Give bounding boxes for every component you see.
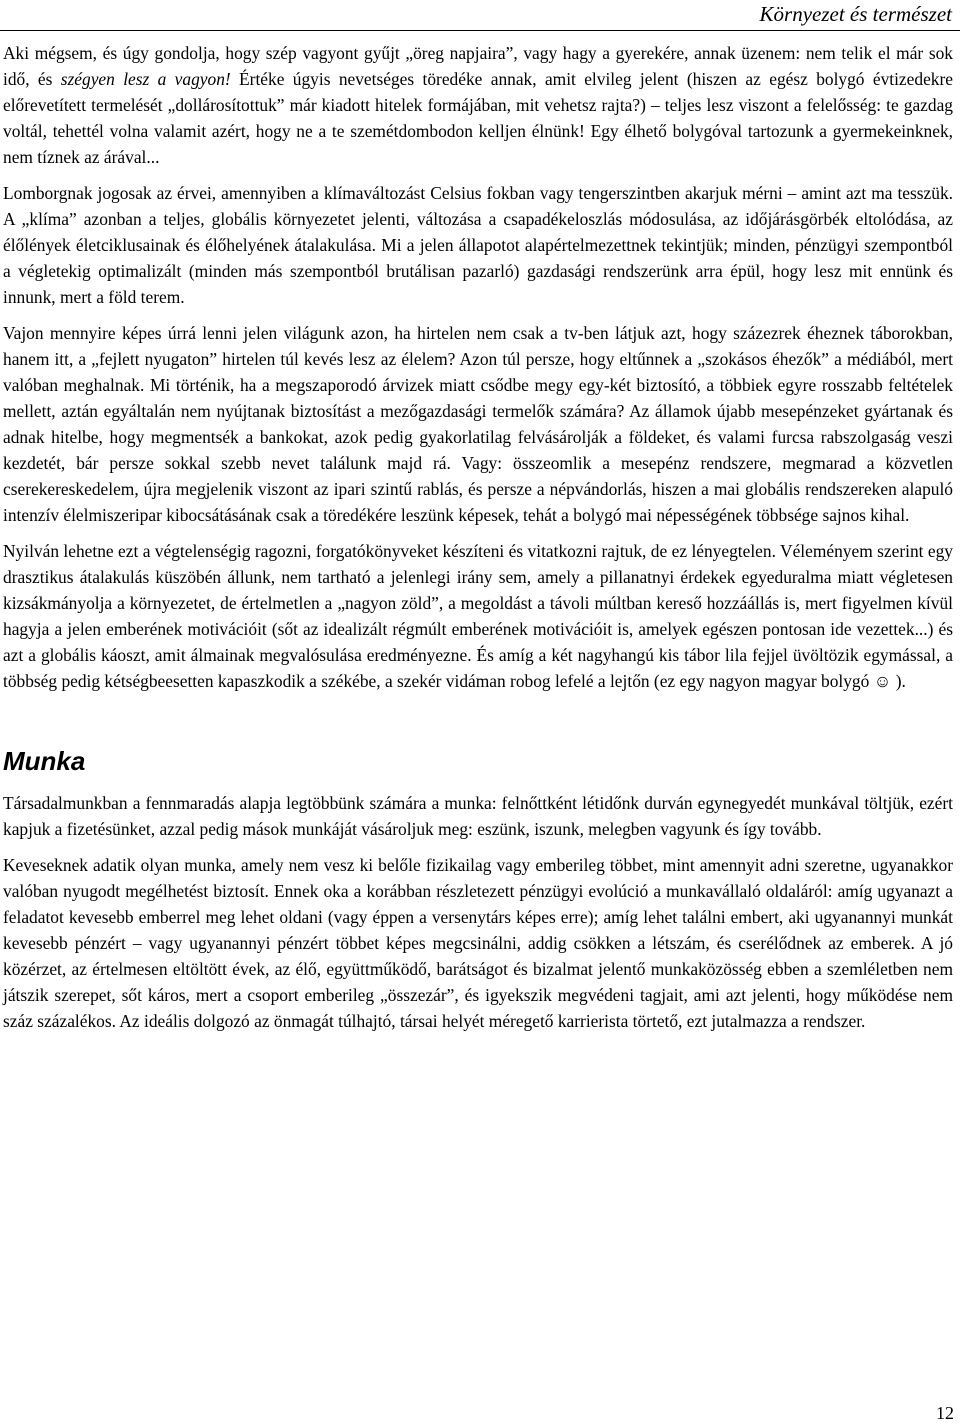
paragraph-1-text-start: Aki mégsem, és úgy gondolja, hogy szép vagyont gyűjt „öreg napjaira”, vagy hagy a gyerekére, annak üzenem: nem telik el már sok idő, és (3, 43, 953, 89)
page-number: 12 (936, 1403, 954, 1423)
document-body (3, 40, 953, 1044)
paragraph-1-emphasis: szégyen lesz a vagyon! (60, 69, 231, 89)
paragraph-4: Nyilván lehetne ezt a végtelenségig ragozni, forgatókönyveket készíteni és vitatkozni rajtuk, de ez lényegtelen. Véleményem szerint egy drasztikus átalakulás küszöbén állunk, nem tartható a jelenlegi irány sem, amely a pillanatnyi érdekek egyeduralma miatt végletesen kizsákmányolja a környezetet, de értelmetlen a „nagyon zöld”, a megoldást a távoli múltban kereső hozzáállás is, mert figyelmen kívül hagyja a jelen emberének motivációit (sőt az idealizált régmúlt emberének motivációit is, amelyek egészen pontosan ide vezettek...) és azt a globális káoszt, amit álmainak megvalósulása eredményezne. És amíg a két nagyhangú kis tábor lila fejjel üvöltözik egymással, a többség pedig kétségbeesetten kapaszkodik a székébe, a szekér vidáman robog lefelé a lejtőn (ez egy nagyon magyar bolygó ☺ ). (3, 541, 953, 691)
paragraph-1-text-end: Értéke úgyis nevetséges töredéke annak, amit elvileg jelent (hiszen az egész bolygó évtizedekre előrevetített termelését „dollárosítottuk” már kiadott hitelek formájában, mit vehetsz rajta?) – teljes lesz viszont a felelősség: te gazdag voltál, tehettél volna valamit azért, hogy ne a te szemétdombodon kelljen élnünk! Egy élhető bolygóval tartozunk a gyermekeinknek, nem tíznek az árával... (3, 69, 953, 167)
paragraph-6: Keveseknek adatik olyan munka, amely nem vesz ki belőle fizikailag vagy emberileg többet, mint amennyit adni szeretne, ugyanakkor valóban nyugodt megélhetést biztosít. Ennek oka a korábban részletezett pénzügyi evolúció a munkavállaló oldaláról: amíg ugyanazt a feladatot kevesebb emberrel meg lehet oldani (vagy éppen a versenytárs képes erre); amíg lehet találni embert, aki ugyanannyi munkát kevesebb pénzért – vagy ugyanannyi pénzért többet képes megcsinálni, addig csökken a létszám, és cserélődnek az emberek. A jó közérzet, az értelmesen eltöltött évek, az élő, együttműködő, barátságot és bizalmat jelentő munkaközösség ebben a szemléletben nem játszik szerepet, sőt káros, mert a csoport emberileg „összezár”, és igyekszik megvédeni tagjait, ami azt jelenti, hogy működése nem száz százalékos. Az ideális dolgozó az önmagát túlhajtó, társai helyét méregető karrierista törtető, ezt jutalmazza a rendszer. (3, 855, 953, 1031)
paragraph-3: Vajon mennyire képes úrrá lenni jelen világunk azon, ha hirtelen nem csak a tv-ben látjuk azt, hogy százezrek éheznek táborokban, hanem itt, a „fejlett nyugaton” hirtelen túl kevés lesz az élelem? Azon túl persze, hogy eltűnnek a „szokásos éhezők” a médiából, mert valóban meghalnak. Mi történik, ha a megszaporodó árvizek miatt csődbe megy egy-két biztosító, a többiek egyre rosszabb feltételek mellett, aztán egyáltalán nem nyújtanak biztosítást a mezőgazdasági termelők számára? Az államok újabb mesepénzeket gyártanak és adnak hitelbe, hogy megmentsék a bankokat, azok pedig gyakorlatilag felvásárolják a földeket, és valami furcsa rabszolgaság veszi kezdetét, bár persze sokkal szebb nevet találunk majd rá. Vagy: összeomlik a mesepénz rendszere, megmarad a közvetlen cserekereskedelem, újra megjelenik viszont az ipari szintű rablás, és persze a népvándorlás, hiszen a mai globális rendszereken alapuló intenzív élelmiszeripar kibocsátásának csak a töredékére leszünk képesek, tehát a bolygó mai népességének többsége sajnos kihal. (3, 323, 953, 525)
paragraph-5: Társadalmunkban a fennmaradás alapja legtöbbünk számára a munka: felnőttként létidőnk durván egynegyedét munkával töltjük, ezért kapjuk a fizetésünket, azzal pedig mások munkáját vásároljuk meg: eszünk, iszunk, melegben vagyunk és így tovább. (3, 793, 953, 839)
paragraph-1 (3, 40, 953, 170)
paragraph-2: Lomborgnak jogosak az érvei, amennyiben a klímaváltozást Celsius fokban vagy tengerszintben akarjuk mérni – amint azt ma tesszük. A „klíma” azonban a teljes, globális környezetet jelenti, változása a csapadékeloszlás módosulása, az időjárásgörbék eltolódása, az élőlények életciklusainak és élőhelyének átalakulása. Mi a jelen állapotot alapértelmezettnek tekintjük; minden, pénzügyi szempontból a végletekig optimalizált (minden más szempontból brutálisan pazarló) gazdasági rendszerünk arra épül, hogy lesz mit ennünk és innunk, mert a föld terem. (3, 183, 953, 307)
section-heading-munka: Munka (3, 746, 86, 776)
page-header (0, 0, 960, 31)
running-header-title: Környezet és természet (759, 2, 952, 26)
